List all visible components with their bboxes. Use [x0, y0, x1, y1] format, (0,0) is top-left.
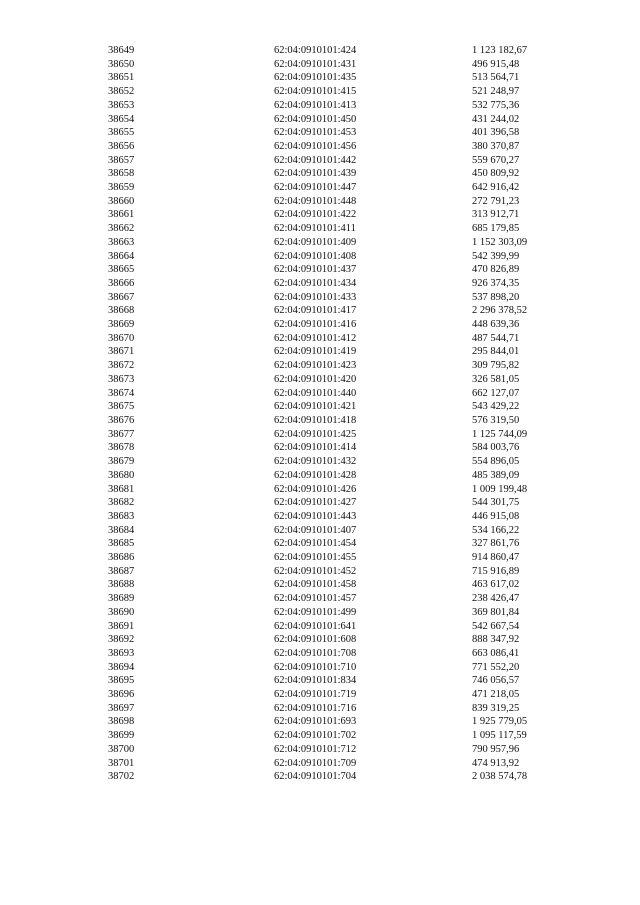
table-row: [108, 222, 572, 236]
cadastral-number: 62:04:0910101:704: [274, 771, 357, 783]
cadastral-number: 62:04:0910101:416: [274, 319, 357, 331]
row-number: 38667: [108, 291, 135, 303]
cadastral-value: 485 389,09: [472, 469, 520, 481]
cadastral-number: 62:04:0910101:834: [274, 675, 357, 687]
cadastral-number: 62:04:0910101:641: [274, 620, 357, 632]
cadastral-number: 62:04:0910101:708: [274, 647, 357, 659]
cadastral-number: 62:04:0910101:411: [274, 223, 356, 235]
row-number: 38697: [108, 702, 135, 714]
row-number: 38690: [108, 606, 135, 618]
row-number: 38678: [108, 442, 135, 454]
table-row: [108, 414, 572, 428]
cadastral-value: 888 347,92: [472, 634, 520, 646]
table-row: [108, 606, 572, 620]
cadastral-number: 62:04:0910101:418: [274, 414, 357, 426]
cadastral-value: 369 801,84: [472, 606, 520, 618]
cadastral-value: 537 898,20: [472, 291, 520, 303]
cadastral-number: 62:04:0910101:437: [274, 264, 357, 276]
table-row: [108, 715, 572, 729]
cadastral-value: 496 915,48: [472, 58, 520, 70]
table-row: [108, 620, 572, 634]
table-row: [108, 140, 572, 154]
row-number: 38671: [108, 346, 135, 358]
row-number: 38695: [108, 675, 135, 687]
cadastral-number: 62:04:0910101:408: [274, 250, 357, 262]
row-number: 38668: [108, 305, 135, 317]
table-row: [108, 195, 572, 209]
row-number: 38663: [108, 236, 135, 248]
table-row: [108, 565, 572, 579]
row-number: 38675: [108, 401, 135, 413]
cadastral-value: 474 913,92: [472, 757, 520, 769]
table-row: [108, 428, 572, 442]
row-number: 38669: [108, 319, 135, 331]
row-number: 38692: [108, 634, 135, 646]
cadastral-number: 62:04:0910101:433: [274, 291, 357, 303]
cadastral-number: 62:04:0910101:457: [274, 593, 357, 605]
cadastral-number: 62:04:0910101:407: [274, 524, 357, 536]
cadastral-value: 746 056,57: [472, 675, 520, 687]
row-number: 38681: [108, 483, 135, 495]
table-row: [108, 277, 572, 291]
cadastral-value: 1 095 117,59: [472, 730, 527, 742]
cadastral-number: 62:04:0910101:439: [274, 168, 357, 180]
cadastral-value: 534 166,22: [472, 524, 520, 536]
cadastral-value: 790 957,96: [472, 743, 520, 755]
cadastral-number: 62:04:0910101:431: [274, 58, 357, 70]
table-row: [108, 743, 572, 757]
row-number: 38657: [108, 154, 135, 166]
cadastral-number: 62:04:0910101:452: [274, 565, 357, 577]
table-row: [108, 154, 572, 168]
cadastral-value: 380 370,87: [472, 140, 520, 152]
cadastral-value: 554 896,05: [472, 456, 520, 468]
cadastral-number: 62:04:0910101:709: [274, 757, 357, 769]
cadastral-value: 448 639,36: [472, 319, 520, 331]
row-number: 38670: [108, 332, 135, 344]
row-number: 38684: [108, 524, 135, 536]
cadastral-value: 2 296 378,52: [472, 305, 528, 317]
cadastral-value: 1 123 182,67: [472, 45, 528, 56]
table-row: [108, 400, 572, 414]
table-row: [108, 359, 572, 373]
table-row: [108, 387, 572, 401]
row-number: 38659: [108, 182, 135, 194]
cadastral-number: 62:04:0910101:693: [274, 716, 357, 728]
cadastral-number: 62:04:0910101:420: [274, 373, 357, 385]
cadastral-number: 62:04:0910101:427: [274, 497, 357, 509]
table-row: [108, 483, 572, 497]
cadastral-number: 62:04:0910101:432: [274, 456, 357, 468]
cadastral-number: 62:04:0910101:414: [274, 442, 357, 454]
row-number: 38658: [108, 168, 135, 180]
cadastral-number: 62:04:0910101:712: [274, 743, 357, 755]
table-row: [108, 578, 572, 592]
cadastral-value: 327 861,76: [472, 538, 520, 550]
cadastral-number: 62:04:0910101:448: [274, 195, 357, 207]
cadastral-number: 62:04:0910101:442: [274, 154, 357, 166]
row-number: 38652: [108, 86, 135, 98]
table-row: [108, 441, 572, 455]
cadastral-number: 62:04:0910101:425: [274, 428, 357, 440]
cadastral-number: 62:04:0910101:456: [274, 140, 357, 152]
row-number: 38677: [108, 428, 135, 440]
cadastral-value: 771 552,20: [472, 661, 520, 673]
row-number: 38662: [108, 223, 135, 235]
table-row: [108, 126, 572, 140]
row-number: 38699: [108, 730, 135, 742]
cadastral-value: 471 218,05: [472, 689, 520, 701]
cadastral-number: 62:04:0910101:434: [274, 277, 357, 289]
row-number: 38666: [108, 277, 135, 289]
cadastral-value: 295 844,01: [472, 346, 520, 358]
table-row: [108, 318, 572, 332]
row-number: 38655: [108, 127, 135, 139]
cadastral-number: 62:04:0910101:423: [274, 360, 357, 372]
table-body: [108, 44, 572, 784]
cadastral-number: 62:04:0910101:443: [274, 510, 357, 522]
table-row: [108, 496, 572, 510]
table-row: [108, 85, 572, 99]
cadastral-value: 584 003,76: [472, 442, 520, 454]
row-number: 38665: [108, 264, 135, 276]
cadastral-number: 62:04:0910101:426: [274, 483, 357, 495]
table-row: [108, 674, 572, 688]
cadastral-value: 914 860,47: [472, 552, 520, 564]
cadastral-value: 543 429,22: [472, 401, 520, 413]
table-row: [108, 510, 572, 524]
cadastral-value: 542 399,99: [472, 250, 520, 262]
table-row: [108, 729, 572, 743]
row-number: 38696: [108, 689, 135, 701]
cadastral-number: 62:04:0910101:412: [274, 332, 357, 344]
table-row: [108, 770, 572, 784]
cadastral-value: 313 912,71: [472, 209, 520, 221]
cadastral-number: 62:04:0910101:458: [274, 579, 357, 591]
row-number: 38686: [108, 552, 135, 564]
row-number: 38661: [108, 209, 135, 221]
cadastral-number: 62:04:0910101:453: [274, 127, 357, 139]
table-row: [108, 551, 572, 565]
cadastral-value: 513 564,71: [472, 72, 520, 84]
table-row: [108, 702, 572, 716]
cadastral-value-table: [108, 44, 572, 784]
table-row: [108, 469, 572, 483]
cadastral-value: 1 125 744,09: [472, 428, 528, 440]
cadastral-number: 62:04:0910101:422: [274, 209, 357, 221]
cadastral-value: 446 915,08: [472, 510, 520, 522]
table-row: [108, 524, 572, 538]
row-number: 38654: [108, 113, 135, 125]
table-row: [108, 688, 572, 702]
cadastral-value: 487 544,71: [472, 332, 520, 344]
row-number: 38664: [108, 250, 135, 262]
row-number: 38694: [108, 661, 135, 673]
cadastral-value: 309 795,82: [472, 360, 520, 372]
row-number: 38687: [108, 565, 135, 577]
cadastral-value: 559 670,27: [472, 154, 520, 166]
cadastral-value: 542 667,54: [472, 620, 520, 632]
row-number: 38650: [108, 58, 135, 70]
row-number: 38691: [108, 620, 135, 632]
row-number: 38656: [108, 140, 135, 152]
cadastral-number: 62:04:0910101:409: [274, 236, 357, 248]
cadastral-number: 62:04:0910101:454: [274, 538, 357, 550]
row-number: 38688: [108, 579, 135, 591]
table-row: [108, 250, 572, 264]
cadastral-number: 62:04:0910101:719: [274, 689, 357, 701]
cadastral-number: 62:04:0910101:455: [274, 552, 357, 564]
cadastral-number: 62:04:0910101:435: [274, 72, 357, 84]
cadastral-number: 62:04:0910101:417: [274, 305, 357, 317]
table-row: [108, 661, 572, 675]
cadastral-value: 532 775,36: [472, 99, 520, 111]
row-number: 38672: [108, 360, 135, 372]
cadastral-number: 62:04:0910101:440: [274, 387, 357, 399]
row-number: 38700: [108, 743, 135, 755]
cadastral-value: 1 009 199,48: [472, 483, 528, 495]
cadastral-number: 62:04:0910101:428: [274, 469, 357, 481]
row-number: 38682: [108, 497, 135, 509]
row-number: 38660: [108, 195, 135, 207]
table-row: [108, 44, 572, 58]
table-row: [108, 633, 572, 647]
row-number: 38649: [108, 45, 135, 56]
cadastral-value: 272 791,23: [472, 195, 520, 207]
cadastral-number: 62:04:0910101:499: [274, 606, 357, 618]
cadastral-number: 62:04:0910101:710: [274, 661, 357, 673]
cadastral-value: 663 086,41: [472, 647, 520, 659]
table-row: [108, 757, 572, 771]
cadastral-value: 521 248,97: [472, 86, 520, 98]
row-number: 38673: [108, 373, 135, 385]
cadastral-value: 839 319,25: [472, 702, 520, 714]
row-number: 38689: [108, 593, 135, 605]
row-number: 38698: [108, 716, 135, 728]
cadastral-number: 62:04:0910101:447: [274, 182, 357, 194]
table-row: [108, 304, 572, 318]
cadastral-value: 326 581,05: [472, 373, 520, 385]
cadastral-number: 62:04:0910101:716: [274, 702, 357, 714]
cadastral-number: 62:04:0910101:702: [274, 730, 357, 742]
row-number: 38676: [108, 414, 135, 426]
row-number: 38685: [108, 538, 135, 550]
cadastral-value: 926 374,35: [472, 277, 520, 289]
table-row: [108, 537, 572, 551]
cadastral-number: 62:04:0910101:415: [274, 86, 357, 98]
cadastral-number: 62:04:0910101:413: [274, 99, 357, 111]
cadastral-value: 401 396,58: [472, 127, 520, 139]
cadastral-value: 544 301,75: [472, 497, 520, 509]
cadastral-value: 685 179,85: [472, 223, 520, 235]
table-row: [108, 345, 572, 359]
table-row: [108, 373, 572, 387]
table-row: [108, 291, 572, 305]
cadastral-number: 62:04:0910101:424: [274, 45, 357, 56]
cadastral-value: 450 809,92: [472, 168, 520, 180]
table-row: [108, 208, 572, 222]
cadastral-value: 662 127,07: [472, 387, 520, 399]
table-row: [108, 592, 572, 606]
table-row: [108, 647, 572, 661]
cadastral-value: 715 916,89: [472, 565, 520, 577]
table-row: [108, 71, 572, 85]
table-row: [108, 113, 572, 127]
row-number: 38653: [108, 99, 135, 111]
cadastral-value: 238 426,47: [472, 593, 520, 605]
row-number: 38679: [108, 456, 135, 468]
row-number: 38651: [108, 72, 135, 84]
row-number: 38683: [108, 510, 135, 522]
cadastral-value: 431 244,02: [472, 113, 520, 125]
cadastral-value: 1 152 303,09: [472, 236, 528, 248]
cadastral-number: 62:04:0910101:450: [274, 113, 357, 125]
table-row: [108, 167, 572, 181]
table-row: [108, 181, 572, 195]
cadastral-value: 2 038 574,78: [472, 771, 528, 783]
cadastral-value: 470 826,89: [472, 264, 520, 276]
table-row: [108, 455, 572, 469]
table-row: [108, 263, 572, 277]
row-number: 38674: [108, 387, 135, 399]
cadastral-number: 62:04:0910101:421: [274, 401, 357, 413]
cadastral-value: 642 916,42: [472, 182, 520, 194]
cadastral-number: 62:04:0910101:608: [274, 634, 357, 646]
table-row: [108, 236, 572, 250]
cadastral-value: 1 925 779,05: [472, 716, 528, 728]
row-number: 38693: [108, 647, 135, 659]
table-row: [108, 99, 572, 113]
table-row: [108, 332, 572, 346]
table-row: [108, 58, 572, 72]
row-number: 38680: [108, 469, 135, 481]
row-number: 38701: [108, 757, 135, 769]
cadastral-value: 463 617,02: [472, 579, 520, 591]
row-number: 38702: [108, 771, 135, 783]
cadastral-number: 62:04:0910101:419: [274, 346, 357, 358]
cadastral-value: 576 319,50: [472, 414, 520, 426]
